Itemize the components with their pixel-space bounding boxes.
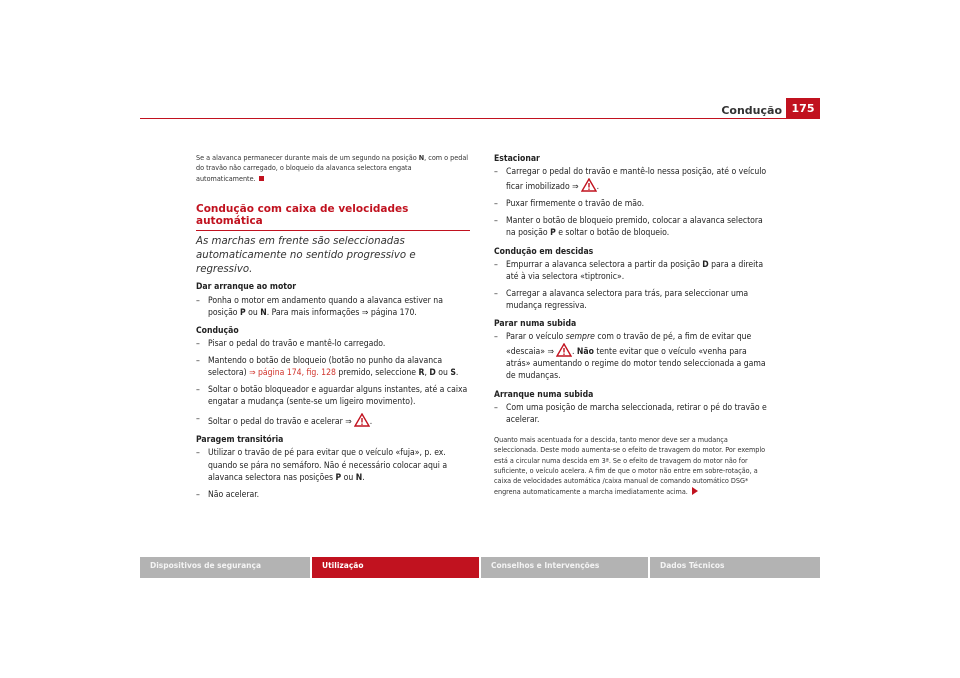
gear-s: S: [450, 367, 456, 378]
heading-parar-subida: Parar numa subida: [494, 319, 577, 330]
item-text: Com uma posição de marcha seleccionada, retirar o pé do travão e acelerar.: [506, 402, 767, 425]
list-item: – Empurrar a alavanca selectora a partir da posição D para a direita até à via selectora «tiptronic».: [494, 259, 764, 282]
heading-descidas: Condução em descidas: [494, 246, 594, 257]
item-text: e soltar o botão de bloqueio.: [555, 228, 670, 239]
item-text: ou: [341, 472, 356, 483]
item-text: .: [369, 417, 373, 428]
item-text: Carregar a alavanca selectora para trás, para seleccionar uma mudança regressiva.: [506, 288, 749, 311]
list-item: – Não acelerar.: [196, 489, 260, 500]
list-item: – Parar o veículo sempre com o travão de pé, a fim de evitar que «descaia» ⇒ . Não tente evitar que o veículo «venha para atrás» aumentando o regime do motor tendo seleccionada a gama de mudanças.: [494, 332, 766, 382]
heading-conducao: Condução: [196, 325, 239, 336]
item-text: .: [596, 182, 600, 193]
footer-tab-dispositivos[interactable]: Dispositivos de segurança: [140, 557, 310, 578]
emphasis-text: sempre: [565, 332, 595, 343]
list-item: – Soltar o pedal do travão e acelerar ⇒ .: [196, 414, 373, 428]
header-title: Condução: [721, 104, 782, 117]
item-text: Mantendo o botão de bloqueio (botão no punho da alavanca selectora): [208, 355, 443, 378]
intro-note: [196, 153, 470, 184]
list-item: – Utilizar o travão de pé para evitar que o veículo «fuja», p. ex. quando se pára no semáforo. Não é necessário colocar aqui a alavanca selectora nas posições P ou N.: [196, 448, 448, 483]
section-title: Condução com caixa de velocidades automática: [196, 203, 470, 231]
item-text: para a direita até à via selectora «tiptronic».: [506, 259, 764, 282]
warning-triangle-icon[interactable]: [354, 413, 373, 428]
list-item: – Manter o botão de bloqueio premido, colocar a alavanca selectora na posição P e soltar o botão de bloqueio.: [494, 216, 763, 239]
gear-n: N: [260, 307, 267, 318]
footer-tab-utilizacao[interactable]: Utilização: [312, 557, 479, 578]
continue-arrow-icon[interactable]: [692, 487, 698, 495]
warning-triangle-icon[interactable]: [581, 178, 600, 193]
bold-text: Não: [576, 347, 594, 358]
list-item: – Soltar o botão bloqueador e aguardar alguns instantes, até a caixa engatar a mudança (sente-se um ligeiro movimento).: [196, 385, 468, 408]
item-text: Empurrar a alavanca selectora a partir da posição: [506, 259, 703, 270]
right-column: [494, 153, 772, 497]
item-text: Ponha o motor em andamento quando a alavanca estiver na posição: [208, 295, 443, 318]
gear-p: P: [550, 228, 556, 239]
gear-r: R: [418, 367, 425, 378]
heading-arranque: Dar arranque ao motor: [196, 282, 297, 293]
item-text: .: [455, 367, 459, 378]
item-text: com o travão de pé, a fim de evitar que «descaia» ⇒: [506, 332, 752, 358]
header-rule: [140, 118, 820, 119]
gear-p: P: [240, 307, 246, 318]
item-text: premido, seleccione: [335, 367, 419, 378]
gear-d: D: [429, 367, 436, 378]
item-text: ou: [435, 367, 451, 378]
list-item: – Ponha o motor em andamento quando a alavanca estiver na posição P ou N. Para mais informações ⇒ página 170.: [196, 295, 443, 318]
section-subtitle: As marchas em frente são seleccionadas automaticamente no sentido progressivo e regressivo.: [196, 236, 416, 276]
left-column: [196, 153, 470, 501]
item-text: ou: [245, 307, 261, 318]
page-reference-link[interactable]: ⇒ página 174, fig. 128: [249, 367, 336, 378]
item-text: Manter o botão de bloqueio premido, colocar a alavanca selectora na posição: [506, 216, 763, 239]
item-text: Pisar o pedal do travão e mantê-lo carregado.: [208, 338, 386, 349]
item-text: .: [571, 347, 577, 358]
item-text: Parar o veículo: [506, 332, 566, 343]
list-item: – Puxar firmemente o travão de mão.: [494, 199, 645, 210]
footer-nav: [140, 557, 820, 578]
heading-estacionar: Estacionar: [494, 154, 540, 164]
item-text: tente evitar que o veículo «venha para atrás» aumentando o regime do motor tendo seleccionada a gama de mudanças.: [506, 347, 766, 382]
list-item: – Carregar a alavanca selectora para trás, para seleccionar uma mudança regressiva.: [494, 288, 749, 311]
intro-text-cont: , com o pedal do travão não carregado, o bloqueio da alavanca selectora engata automaticamente.: [196, 153, 469, 183]
tip-note: [494, 435, 772, 497]
footer-tab-conselhos[interactable]: Conselhos e Intervenções: [481, 557, 648, 578]
intro-text: Se a alavanca permanecer durante mais de um segundo na posição: [196, 153, 419, 162]
item-text: Puxar firmemente o travão de mão.: [506, 199, 645, 210]
gear-n: N: [355, 472, 363, 483]
heading-paragem: Paragem transitória: [196, 435, 284, 446]
gear-d: D: [702, 259, 709, 270]
list-item: – Com uma posição de marcha seleccionada, retirar o pé do travão e acelerar.: [494, 402, 767, 425]
item-text: ,: [424, 367, 430, 378]
item-text: Carregar o pedal do travão e mantê-lo nessa posição, até o veículo ficar imobilizado ⇒: [506, 167, 767, 193]
end-of-section-square-icon: [259, 176, 264, 181]
item-text[interactable]: . Para mais informações ⇒ página 170.: [266, 307, 417, 318]
gear-n: N: [418, 153, 425, 162]
warning-triangle-icon[interactable]: [556, 343, 572, 357]
item-text: Soltar o botão bloqueador e aguardar alguns instantes, até a caixa engatar a mudança (sente-se um ligeiro movimento).: [208, 385, 468, 408]
item-text: .: [362, 472, 365, 483]
list-item: – Pisar o pedal do travão e mantê-lo carregado.: [196, 338, 386, 349]
item-text: Não acelerar.: [208, 489, 260, 500]
page-number: 175: [786, 98, 820, 118]
note-text: Quanto mais acentuada for a descida, tanto menor deve ser a mudança seleccionada. Deste modo aumenta-se o efeito de travagem do motor. Por exemplo está a circular numa descida em 3ª. Se o efeito de travagem do motor não for suficiente, o veículo acelera. A fim de que o motor não entre em sobre-rotação, a caixa de velocidades automática /caixa manual de comando automático DSG* engrena automaticamente a marcha imediatamente acima.: [494, 434, 766, 496]
list-item: – Carregar o pedal do travão e mantê-lo nessa posição, até o veículo ficar imobilizado ⇒ .: [494, 167, 767, 193]
list-item: – Mantendo o botão de bloqueio (botão no punho da alavanca selectora) ⇒ página 174, fig. 128 premido, seleccione R, D ou S.: [196, 355, 459, 378]
item-text: Utilizar o travão de pé para evitar que o veículo «fuja», p. ex. quando se pára no semáforo. Não é necessário colocar aqui a alavanca selectora nas posições: [208, 448, 448, 483]
heading-arranque-subida: Arranque numa subida: [494, 389, 594, 400]
gear-p: P: [335, 472, 342, 483]
footer-tab-dados-tecnicos[interactable]: Dados Técnicos: [650, 557, 820, 578]
item-text: Soltar o pedal do travão e acelerar ⇒: [208, 417, 352, 428]
